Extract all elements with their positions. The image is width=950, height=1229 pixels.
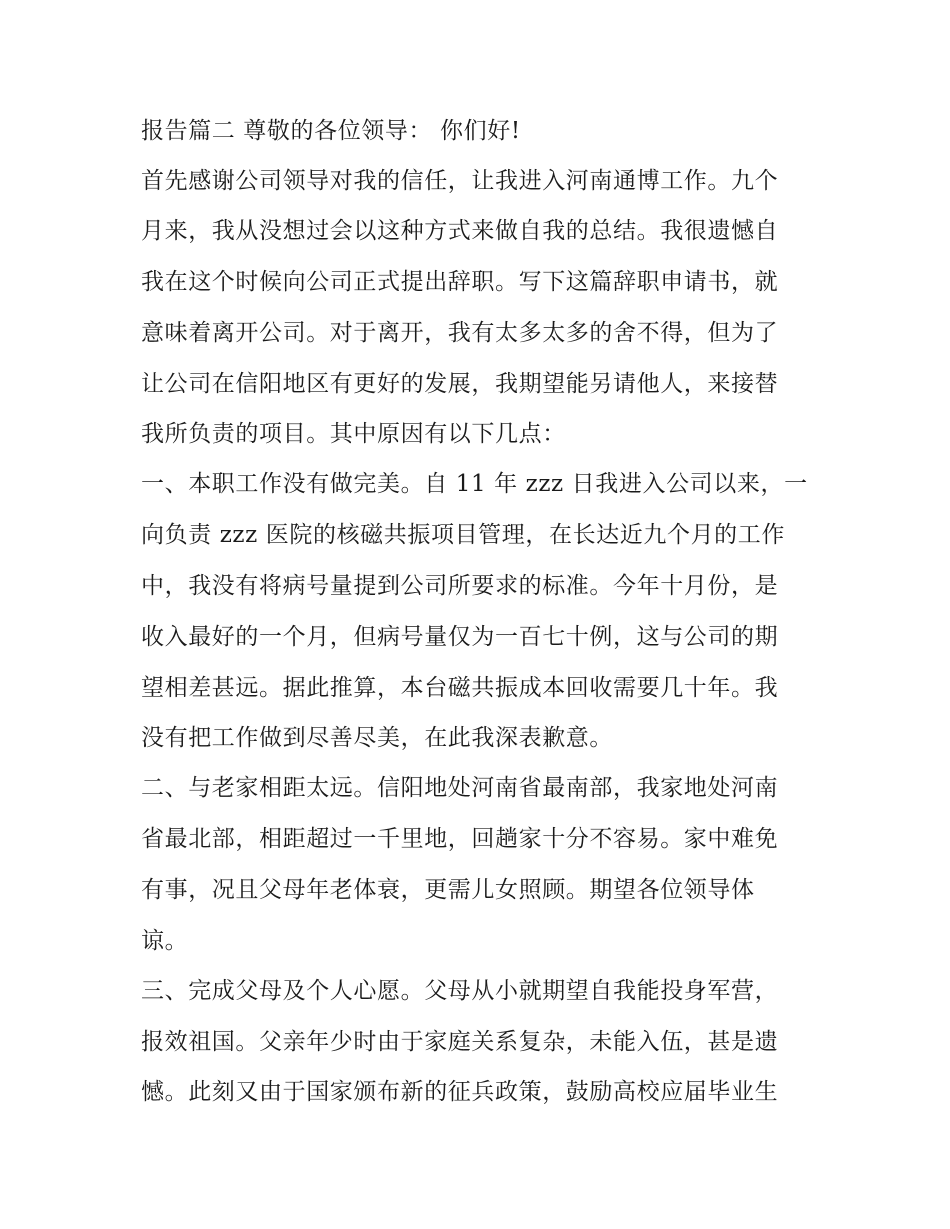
text-line: 没有把工作做到尽善尽美，在此我深表歉意。 (141, 725, 613, 751)
text-line: 让公司在信阳地区有更好的发展，我期望能另请他人，来接替 (141, 371, 779, 397)
text-line: 二、与老家相距太远。信阳地处河南省最南部，我家地处河南 (141, 775, 779, 801)
text-line: 向负责 zzz 医院的核磁共振项目管理，在长达近九个月的工作 (141, 522, 785, 548)
text-line: 首先感谢公司领导对我的信任，让我进入河南通博工作。九个 (141, 168, 779, 194)
text-line: 省最北部，相距超过一千里地，回趟家十分不容易。家中难免 (141, 826, 779, 852)
text-line: 谅。 (141, 928, 189, 954)
text-line: 月来，我从没想过会以这种方式来做自我的总结。我很遗憾自 (141, 218, 779, 244)
text-line: 有事，况且父母年老体衰，更需儿女照顾。期望各位领导体 (141, 877, 755, 903)
text-line: 三、完成父母及个人心愿。父母从小就期望自我能投身军营， (141, 978, 779, 1004)
text-line: 一、本职工作没有做完美。自 11 年 zzz 日我进入公司以来，一 (141, 471, 808, 497)
text-line: 中，我没有将病号量提到公司所要求的标准。今年十月份，是 (141, 573, 779, 599)
text-line: 报效祖国。父亲年少时由于家庭关系复杂，未能入伍，甚是遗 (141, 1029, 779, 1055)
text-line: 我所负责的项目。其中原因有以下几点： (141, 421, 566, 447)
text-line: 憾。此刻又由于国家颁布新的征兵政策，鼓励高校应届毕业生 (141, 1079, 779, 1105)
text-line: 意味着离开公司。对于离开，我有太多太多的舍不得，但为了 (141, 320, 779, 346)
text-line: 我在这个时候向公司正式提出辞职。写下这篇辞职申请书，就 (141, 269, 779, 295)
text-line: 报告篇二 尊敬的各位领导： 你们好! (141, 118, 521, 144)
text-line: 收入最好的一个月，但病号量仅为一百七十例，这与公司的期 (141, 624, 779, 650)
text-line: 望相差甚远。据此推算，本台磁共振成本回收需要几十年。我 (141, 675, 779, 701)
